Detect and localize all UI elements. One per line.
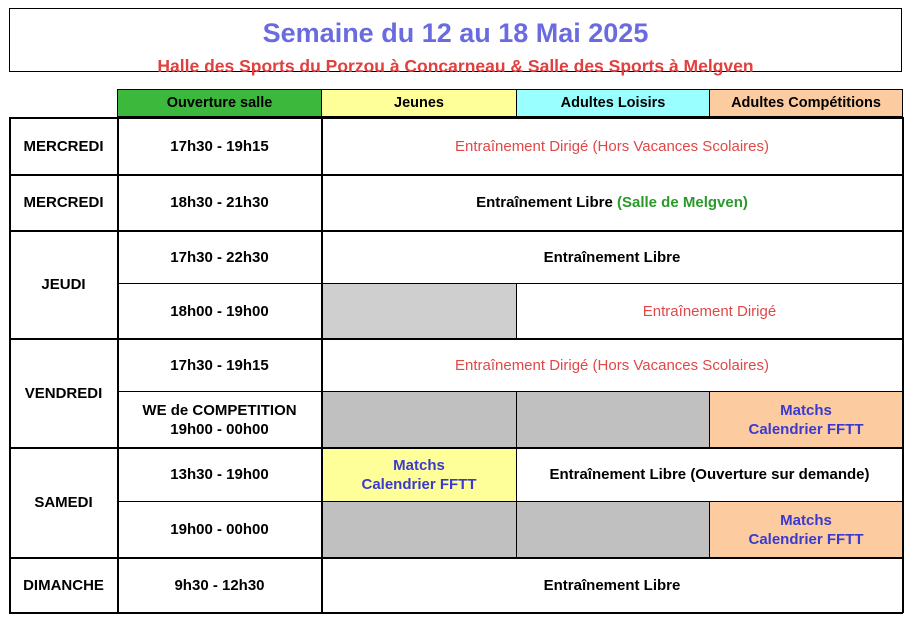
day-label-mercredi: MERCREDI: [23, 137, 104, 155]
column-header-jeunes: Jeunes: [321, 89, 517, 117]
time-cell: 19h00 - 00h00: [170, 521, 269, 538]
competition-label: WE de COMPETITION: [142, 401, 297, 419]
matchs-calendar: Calendrier FFTT: [361, 475, 477, 493]
time-cell: 17h30 - 22h30: [170, 248, 269, 266]
activity-label: Entraînement Libre: [476, 194, 613, 211]
day-label-mercredi: MERCREDI: [23, 194, 104, 211]
matchs-label: Matchs: [780, 401, 832, 419]
activity-note: (Salle de Melgven): [617, 194, 748, 211]
time-cell-competition: [118, 392, 321, 447]
matchs-calendar: Calendrier FFTT: [748, 420, 864, 438]
column-header-adultes-loisirs: Adultes Loisirs: [516, 89, 710, 117]
day-label-vendredi: VENDREDI: [24, 384, 103, 402]
matchs-cell: [710, 392, 902, 447]
matchs-label: Matchs: [393, 456, 445, 474]
cell-vendredi-jeunes-empty: [322, 392, 516, 447]
time-cell: 17h30 - 19h15: [170, 356, 269, 374]
activity-cell: Entraînement Libre: [543, 248, 681, 266]
activity-cell: Entraînement Libre: [543, 576, 681, 594]
time-cell: 18h30 - 21h30: [170, 194, 269, 211]
grid-line: [9, 612, 903, 614]
time-cell: 18h00 - 19h00: [170, 302, 269, 320]
column-header-ouverture: Ouverture salle: [117, 89, 322, 117]
grid-line: [902, 117, 904, 613]
competition-time: 19h00 - 00h00: [170, 420, 269, 438]
activity-cell: Entraînement Dirigé: [642, 302, 777, 320]
activity-cell: [322, 175, 902, 230]
matchs-label: Matchs: [780, 511, 832, 529]
cell-vendredi-loisirs-empty: [517, 392, 709, 447]
page-subtitle: Halle des Sports du Porzou à Concarneau & Salle des Sports à Melgven: [157, 56, 754, 76]
time-cell: 17h30 - 19h15: [170, 137, 269, 155]
cell-jeudi-jeunes-empty: [322, 284, 516, 338]
activity-cell: Entraînement Dirigé (Hors Vacances Scolaires): [454, 356, 769, 374]
matchs-cell: [322, 448, 516, 501]
cell-samedi2-jeunes-empty: [322, 502, 516, 557]
activity-cell: Entraînement Dirigé (Hors Vacances Scolaires): [454, 137, 769, 155]
cell-samedi2-loisirs-empty: [517, 502, 709, 557]
activity-cell: Entraînement Libre (Ouverture sur demande): [549, 466, 870, 483]
time-cell: 13h30 - 19h00: [170, 466, 269, 483]
time-cell: 9h30 - 12h30: [174, 576, 265, 594]
column-header-adultes-competitions: Adultes Compétitions: [709, 89, 903, 117]
page-title: Semaine du 12 au 18 Mai 2025: [262, 18, 649, 48]
day-label-samedi: SAMEDI: [34, 494, 93, 511]
day-label-jeudi: JEUDI: [41, 276, 86, 293]
matchs-calendar: Calendrier FFTT: [748, 530, 864, 548]
header-box: [9, 8, 902, 76]
matchs-cell: [710, 502, 902, 557]
day-label-dimanche: DIMANCHE: [23, 576, 104, 594]
